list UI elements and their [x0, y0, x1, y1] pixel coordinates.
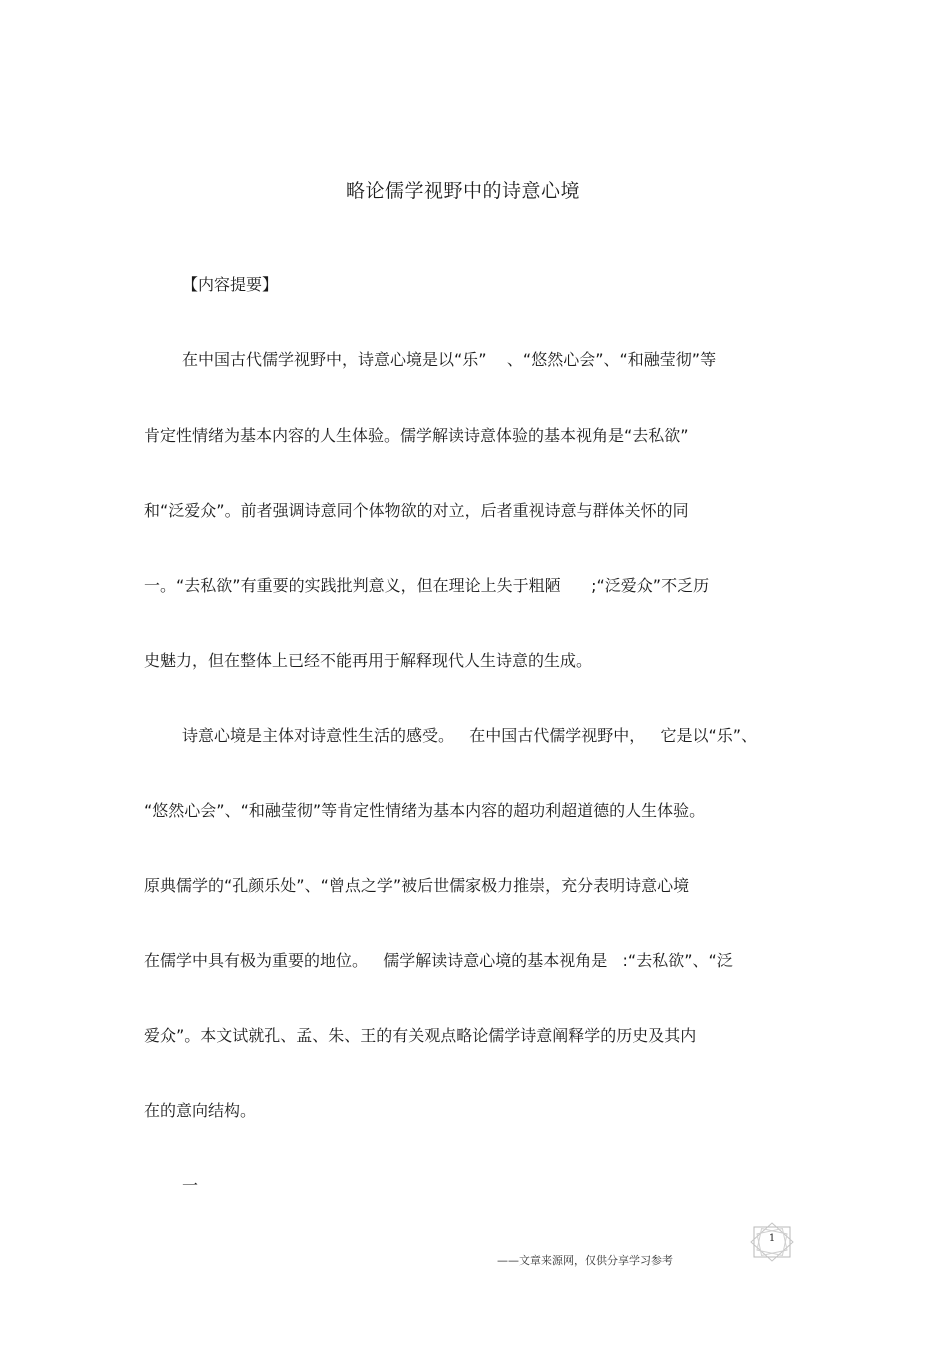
text-line-2: 肯定性情绪为基本内容的人生体验。儒学解读诗意体验的基本视角是“去私欲”: [144, 426, 689, 445]
text-line-6: 诗意心境是主体对诗意性生活的感受。 在中国古代儒学视野中， 它是以“乐”、: [182, 726, 758, 745]
section-marker: 一: [182, 1176, 199, 1195]
text-line-7: “悠然心会”、“和融莹彻”等肯定性情绪为基本内容的超功利超道德的人生体验。: [144, 801, 706, 820]
text-line-4: 一。“去私欲”有重要的实践批判意义，但在理论上失于粗陋 ;“泛爱众”不乏历: [144, 576, 710, 595]
text-line-9: 在儒学中具有极为重要的地位。 儒学解读诗意心境的基本视角是 :“去私欲”、“泛: [144, 951, 733, 970]
abstract-heading: 【内容提要】: [182, 275, 279, 294]
text-line-10: 爱众”。本文试就孔、孟、朱、王的有关观点略论儒学诗意阐释学的历史及其内: [144, 1026, 697, 1045]
text-line-5: 史魅力，但在整体上已经不能再用于解释现代人生诗意的生成。: [144, 651, 593, 670]
text-line-1: 在中国古代儒学视野中，诗意心境是以“乐” 、“悠然心会”、“和融莹彻”等: [182, 350, 717, 369]
footer-source-note: ——文章来源网，仅供分享学习参考: [497, 1254, 673, 1267]
document-title: 略论儒学视野中的诗意心境: [345, 180, 580, 202]
text-line-11: 在的意向结构。: [144, 1101, 257, 1120]
page-number: 1: [768, 1233, 776, 1244]
text-line-3: 和“泛爱众”。前者强调诗意同个体物欲的对立，后者重视诗意与群体关怀的同: [144, 501, 689, 520]
text-line-8: 原典儒学的“孔颜乐处”、“曾点之学”被后世儒家极力推崇，充分表明诗意心境: [144, 876, 690, 895]
page-number-badge: [748, 1222, 796, 1262]
